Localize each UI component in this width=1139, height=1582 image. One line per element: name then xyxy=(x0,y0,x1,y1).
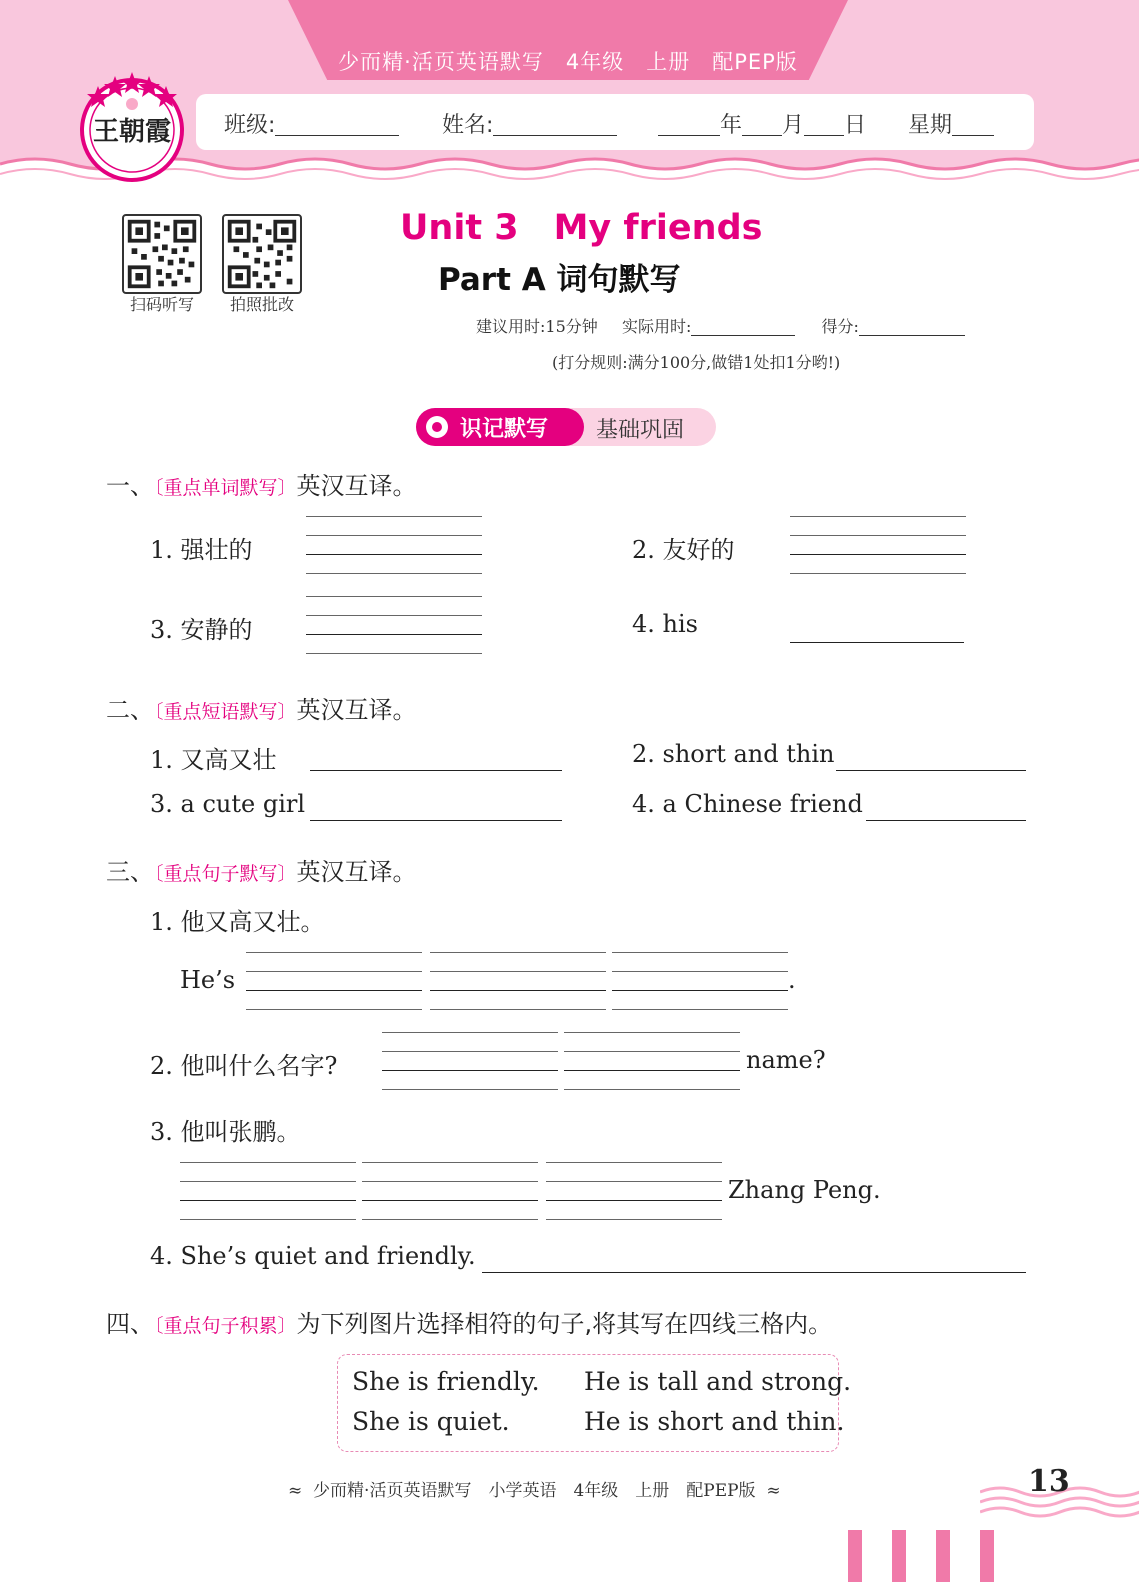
section-number: 二、 xyxy=(106,696,154,724)
medal-icon xyxy=(426,416,448,438)
qr-label-grade: 拍照批改 xyxy=(229,295,294,314)
s3-q3-suffix: Zhang Peng. xyxy=(728,1176,881,1204)
s2-answer-3[interactable] xyxy=(310,820,562,821)
year-label: 年 xyxy=(720,113,743,138)
badge-sub-text: 基础巩固 xyxy=(596,418,685,443)
unit-title: Unit 3 My friends xyxy=(400,208,763,248)
name-label: 姓名: xyxy=(442,113,494,138)
s2-item-2: 2. short and thin xyxy=(632,740,835,768)
scoring-rule: (打分规则:满分100分,做错1处扣1分哟!) xyxy=(552,353,841,372)
option-sentence: He is tall and strong. xyxy=(584,1367,852,1396)
name-blank[interactable] xyxy=(493,135,617,136)
option-sentence: He is short and thin. xyxy=(584,1407,845,1436)
option-sentence: She is friendly. xyxy=(352,1367,540,1396)
class-label: 班级: xyxy=(224,113,276,138)
s2-item-3: 3. a cute girl xyxy=(150,790,306,818)
weekday-label: 星期 xyxy=(908,113,953,138)
s3-question-3: 3. 他叫张鹏。 xyxy=(150,1118,301,1146)
s1-item-1: 1. 强壮的 xyxy=(150,536,253,564)
actual-time-label: 实际用时: xyxy=(621,317,692,336)
s3-q4-answer[interactable] xyxy=(482,1272,1026,1273)
year-blank[interactable] xyxy=(658,135,720,136)
s3-q1-period: . xyxy=(788,966,796,994)
s3-question-1: 1. 他又高又壮。 xyxy=(150,908,325,936)
s1-item-4: 4. his xyxy=(632,610,698,638)
name-field[interactable] xyxy=(442,108,617,139)
s3-q2-answer-1[interactable] xyxy=(382,1032,558,1072)
section-instruction: 为下列图片选择相符的句子,将其写在四线三格内。 xyxy=(296,1310,833,1338)
s1-item-3: 3. 安静的 xyxy=(150,616,253,644)
option-sentence: She is quiet. xyxy=(352,1407,510,1436)
weekday-field[interactable] xyxy=(908,108,994,139)
s1-answer-2[interactable] xyxy=(790,516,966,556)
section-instruction: 英汉互译。 xyxy=(296,858,417,886)
section-4-heading xyxy=(106,1304,832,1339)
qr-code-grade[interactable] xyxy=(222,214,302,294)
actual-time-blank[interactable] xyxy=(691,335,795,336)
series-title: 少而精·活页英语默写 4年级 上册 配PEP版 xyxy=(338,50,798,74)
page-footer: ≈ 少而精·活页英语默写 小学英语 4年级 上册 配PEP版 ≈ xyxy=(288,1481,781,1501)
page-edge-bars xyxy=(848,1530,1008,1582)
badge-main-text: 识记默写 xyxy=(460,417,549,442)
s2-answer-2[interactable] xyxy=(836,770,1026,771)
s3-question-2: 2. 他叫什么名字? xyxy=(150,1052,338,1080)
section-number: 四、 xyxy=(106,1310,154,1338)
section-tag: 〔重点短语默写〕 xyxy=(154,701,297,723)
section-1-heading xyxy=(106,466,417,501)
section-tag: 〔重点句子积累〕 xyxy=(154,1315,297,1337)
time-score-line xyxy=(476,314,965,337)
s3-q1-answer-3[interactable] xyxy=(612,952,788,992)
section-tag: 〔重点句子默写〕 xyxy=(154,863,297,885)
day-blank[interactable] xyxy=(804,135,844,136)
section-2-heading xyxy=(106,690,417,725)
s1-answer-1[interactable] xyxy=(306,516,482,556)
section-badge xyxy=(416,408,716,446)
sentence-options-box xyxy=(337,1354,852,1452)
section-number: 三、 xyxy=(106,858,154,886)
section-3-heading xyxy=(106,852,417,887)
section-tag: 〔重点单词默写〕 xyxy=(154,477,297,499)
section-number: 一、 xyxy=(106,472,154,500)
suggested-time: 建议用时:15分钟 xyxy=(476,317,598,336)
section-instruction: 英汉互译。 xyxy=(296,696,417,724)
page-number: 13 xyxy=(1028,1464,1070,1499)
month-label: 月 xyxy=(782,113,805,138)
s2-answer-4[interactable] xyxy=(866,820,1026,821)
weekday-blank[interactable] xyxy=(952,135,994,136)
section-instruction: 英汉互译。 xyxy=(296,472,417,500)
s1-answer-4[interactable] xyxy=(790,642,964,643)
month-blank[interactable] xyxy=(742,135,782,136)
score-label: 得分: xyxy=(821,317,859,336)
s3-q3-answer-1[interactable] xyxy=(180,1162,356,1202)
badge-main-pill xyxy=(416,408,584,446)
class-blank[interactable] xyxy=(275,135,399,136)
part-title: Part A 词句默写 xyxy=(438,262,681,298)
s2-item-4: 4. a Chinese friend xyxy=(632,790,863,818)
publisher-logo xyxy=(76,68,188,184)
logo-text: 王朝霞 xyxy=(92,117,172,147)
s3-q1-answer-1[interactable] xyxy=(246,952,422,992)
student-info-bar xyxy=(196,94,1034,150)
s3-q1-prefix: He’s xyxy=(180,966,236,994)
s3-question-4: 4. She’s quiet and friendly. xyxy=(150,1242,476,1270)
score-blank[interactable] xyxy=(859,335,965,336)
s2-answer-1[interactable] xyxy=(310,770,562,771)
s1-answer-3[interactable] xyxy=(306,596,482,636)
day-label: 日 xyxy=(844,113,867,138)
s2-item-1: 1. 又高又壮 xyxy=(150,746,277,774)
s3-q3-answer-2[interactable] xyxy=(362,1162,538,1202)
s3-q1-answer-2[interactable] xyxy=(430,952,606,992)
s3-q2-suffix: name? xyxy=(746,1046,826,1074)
s3-q3-answer-3[interactable] xyxy=(546,1162,722,1202)
date-field[interactable] xyxy=(658,108,866,139)
qr-code-listen[interactable] xyxy=(122,214,202,294)
s3-q2-answer-2[interactable] xyxy=(564,1032,740,1072)
class-field[interactable] xyxy=(224,108,399,139)
s1-item-2: 2. 友好的 xyxy=(632,536,735,564)
qr-label-listen: 扫码听写 xyxy=(129,295,194,314)
